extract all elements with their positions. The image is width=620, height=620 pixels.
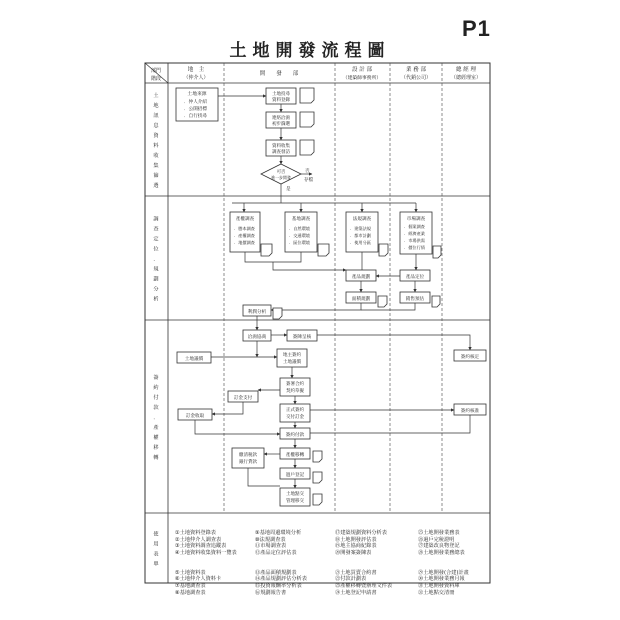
svg-text:可否: 可否 [276, 170, 286, 175]
arrow-payment-deposit [212, 402, 243, 414]
svg-text:產品定位: 產品定位 [405, 275, 425, 280]
svg-text:．公開招標: ．公開招標 [184, 107, 207, 112]
node-payment [228, 391, 258, 402]
node-land-contract [277, 349, 307, 367]
svg-text:正式簽約: 正式簽約 [286, 408, 304, 413]
lane-gm-title: 總 經 理 [456, 67, 476, 73]
form-ref-sheet-3 [300, 140, 314, 155]
svg-text:．謄本調查: ．謄本調查 [234, 226, 255, 231]
lane-sales-title: 業 務 部 [406, 67, 426, 73]
svg-text:簽約付款: 簽約付款 [285, 433, 305, 438]
lane-design-subtitle: （建築師事務所） [342, 76, 382, 81]
node-preliminary-screen [266, 112, 296, 128]
svg-text:產權移轉: 產權移轉 [285, 453, 305, 458]
stage-label-1: 土地訊息資料收集篩選 [153, 93, 159, 189]
svg-text:．個案調查: ．個案調查 [404, 224, 425, 229]
forms-column-1: ①土地資料登錄表 ②土地仲介人調查表 ③土地資料調查追蹤表 ④土地資料收集資料一覽表 ⑤土地資料表 ⑥土地仲介人資料卡 ⑦基地調查表 ⑧基地調查表 [175, 530, 237, 596]
page-number: P1 [462, 16, 491, 41]
stage-label-4: 使用表單 [153, 531, 159, 568]
svg-text:過戶登記: 過戶登記 [285, 473, 305, 478]
svg-text:市場調查: 市場調查 [406, 217, 426, 222]
svg-text:．都市計劃: ．都市計劃 [350, 233, 371, 238]
svg-text:連絡洽詢: 連絡洽詢 [272, 116, 290, 121]
document-title: 土地開發流程圖 [229, 41, 391, 61]
form-ref-sheet-10 [273, 308, 282, 319]
form-ref-sheet-9 [432, 296, 440, 307]
node-negotiation [243, 330, 271, 341]
svg-text:地主簽約: 地主簽約 [283, 353, 301, 358]
corner-top: 部門 [150, 68, 162, 74]
svg-text:．區位環境: ．區位環境 [289, 240, 310, 245]
node-receive-deposit [178, 409, 212, 420]
form-ref-sheet-12 [313, 472, 322, 483]
svg-text:．建築法規: ．建築法規 [350, 226, 371, 231]
node-transfer-docs [280, 448, 310, 459]
node-sign-contract [454, 404, 486, 415]
node-owner-sign [177, 352, 211, 363]
svg-text:．經濟產業: ．經濟產業 [404, 231, 425, 236]
node-formal-contract [280, 404, 310, 422]
line-tax-handover [248, 468, 280, 486]
form-ref-sheet-2 [300, 112, 314, 127]
svg-text:．使用分區: ．使用分區 [350, 240, 371, 245]
no-label: 否 [305, 169, 310, 174]
lane-sales-subtitle: （代銷公司） [400, 75, 432, 81]
node-property-survey [230, 212, 260, 252]
node-submit-approval [287, 330, 317, 341]
node-area-plan [346, 292, 376, 303]
form-ref-sheet-1 [300, 88, 314, 103]
svg-text:洽詢協商: 洽詢協商 [247, 335, 267, 340]
form-ref-sheet-7 [433, 246, 441, 258]
svg-text:銀行貸款: 銀行貸款 [239, 460, 257, 465]
node-pay-installments [280, 428, 310, 439]
svg-text:交付訂金: 交付訂金 [286, 415, 304, 420]
node-regulation-survey [346, 212, 378, 252]
node-product-plan [346, 270, 376, 281]
node-prepare-docs [280, 378, 310, 396]
node-product-position [400, 270, 430, 281]
svg-text:簽署合約: 簽署合約 [286, 382, 304, 387]
svg-text:．自然環境: ．自然環境 [289, 226, 310, 231]
svg-text:．價位行情: ．價位行情 [404, 245, 425, 250]
node-tax-clearance [232, 448, 264, 468]
form-ref-sheet-11 [313, 451, 322, 462]
lane-development-title: 開 發 部 [259, 71, 299, 77]
svg-text:訂金收取: 訂金收取 [185, 414, 205, 419]
form-ref-sheet-5 [318, 244, 329, 256]
node-sales-estimate [400, 292, 430, 303]
svg-text:利潤分析: 利潤分析 [247, 310, 267, 315]
svg-text:進一步開發: 進一步開發 [271, 175, 291, 180]
line-sales-profit [361, 303, 415, 310]
lane-design-title: 設 計 部 [352, 67, 372, 73]
node-data-collect [266, 140, 296, 156]
lane-gm-subtitle: （總經理室） [450, 75, 482, 81]
merge-survey-left [245, 252, 301, 262]
svg-text:面積規劃: 面積規劃 [351, 297, 371, 302]
node-registration [280, 468, 310, 479]
arrow-area-profit [271, 303, 361, 310]
svg-text:．自行找尋: ．自行找尋 [184, 114, 207, 119]
svg-text:．產權調查: ．產權調查 [234, 233, 255, 238]
corner-bottom: 階段 [150, 76, 162, 82]
form-ref-sheet-13 [313, 494, 322, 505]
svg-text:產權調查: 產權調查 [235, 217, 255, 222]
stage-labels [153, 91, 159, 568]
form-ref-sheet-8 [378, 296, 387, 307]
svg-text:契約草擬: 契約草擬 [286, 389, 304, 394]
svg-text:土地議價: 土地議價 [184, 357, 204, 362]
file-label: 存檔 [304, 178, 313, 183]
svg-text:．交通環境: ．交通環境 [289, 233, 310, 238]
svg-text:簽陳呈核: 簽陳呈核 [292, 335, 312, 340]
forms-column-4: ㉕土地開發業務表 ㉖過戶完稅證明 ㉗建築改良物登記 ㉘土地開發業務總表 ㉙土地開發(合建)計畫 ㉚土地開發業務月報 ㉛土地開發資料庫 ㉜土地點交清冊 [418, 530, 469, 596]
arrow-deposit-installments [195, 420, 280, 434]
svg-text:基地調查: 基地調查 [291, 217, 311, 222]
stage-label-2: 調查定位．規劃分析 [153, 216, 159, 303]
decision-diamond [261, 164, 301, 184]
svg-text:土地投尋: 土地投尋 [272, 92, 290, 97]
form-ref-sheet-6 [379, 244, 388, 256]
svg-text:．地價調查: ．地價調查 [234, 240, 255, 245]
node-profit-analysis [243, 305, 271, 316]
svg-text:訂金支付: 訂金支付 [233, 396, 253, 401]
node-land-source [176, 88, 218, 121]
svg-text:初步篩選: 初步篩選 [272, 122, 290, 127]
svg-text:資料登錄: 資料登錄 [272, 98, 290, 103]
svg-text:調查發訪: 調查發訪 [272, 150, 290, 155]
svg-text:簽約核准: 簽約核准 [460, 409, 480, 414]
forms-column-2: ⑨基地周邊環境分析 ⑩法規調查表 ⑪市場調查表 ⑫產品定位評估表 ⑬產品面積規劃表 ⑭產品規劃評估分析表 ⑮投資報酬率分析表 ⑯規劃報告書 [255, 530, 307, 596]
svg-text:土地議價: 土地議價 [283, 360, 301, 365]
svg-text:土地來源: 土地來源 [187, 92, 207, 97]
svg-text:．市場供需: ．市場供需 [404, 238, 425, 243]
svg-text:管理移交: 管理移交 [286, 499, 304, 504]
lane-owner-title: 地 主 [187, 67, 205, 73]
stage-label-3: 簽約付款．產權移轉 [153, 375, 159, 461]
arrow-submit-gm [317, 335, 470, 350]
node-gm-approve [454, 350, 486, 361]
yes-label: 是 [286, 187, 291, 192]
svg-text:簽約核定: 簽約核定 [460, 355, 480, 360]
svg-text:土地點交: 土地點交 [286, 492, 304, 497]
node-site-survey [285, 212, 317, 252]
node-market-survey [400, 212, 432, 254]
svg-text:．仲人介紹: ．仲人介紹 [184, 100, 207, 105]
lane-owner-subtitle: （仲介人） [183, 75, 209, 81]
forms-column-3: ⑰建築規劃資料分析表 ⑱土地開發評估表 ⑲地主協商紀錄表 ⑳開發案簽陳表 ㉑土地買賣合約書 ㉒付款計劃表 ㉓產權移轉暨辦理文件表 ㉔土地登記申請書 [335, 530, 393, 596]
svg-text:產品規劃: 產品規劃 [351, 275, 371, 280]
svg-text:銷售預估: 銷售預估 [405, 297, 425, 302]
node-hand-over [280, 488, 310, 506]
form-ref-sheet-4 [261, 244, 272, 256]
node-land-register [266, 88, 296, 104]
svg-text:法規調查: 法規調查 [352, 217, 372, 222]
svg-text:繳清稅款: 繳清稅款 [239, 453, 257, 458]
svg-text:資料收集: 資料收集 [272, 144, 290, 149]
